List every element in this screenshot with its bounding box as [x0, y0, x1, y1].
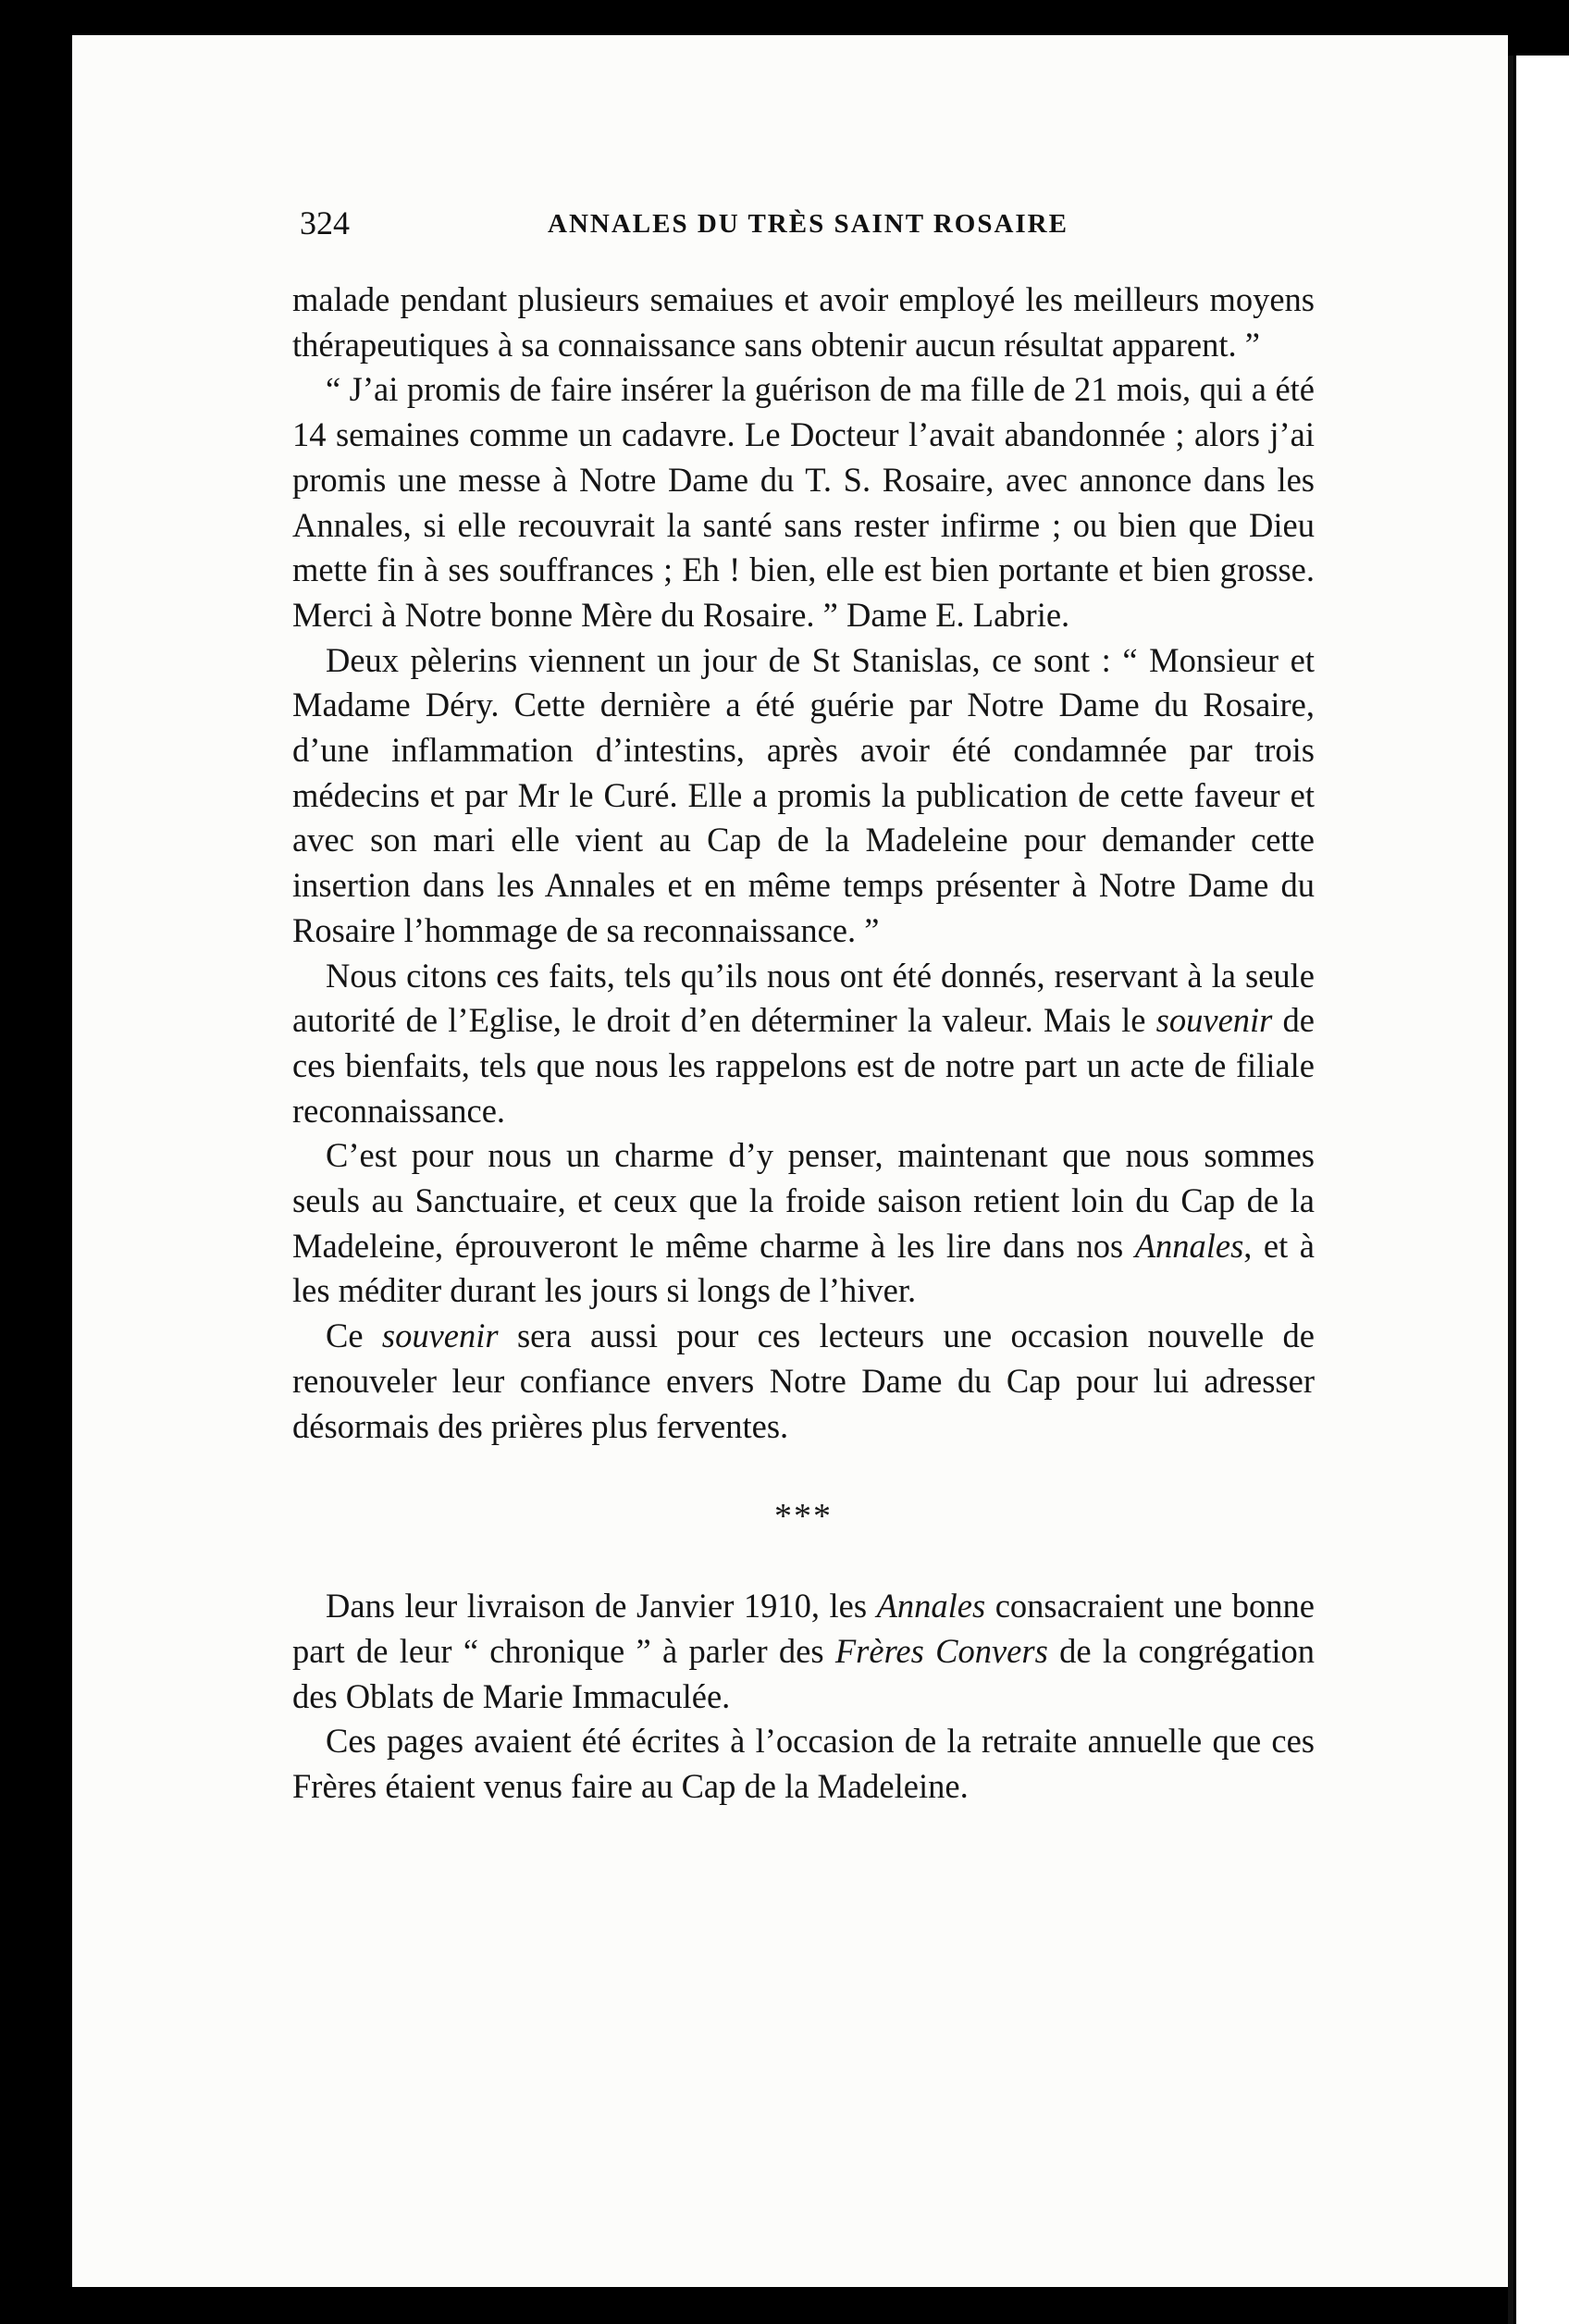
text-run: “ J’ai promis de faire insérer la guérison de ma fille de 21 mois, qui a été 14 semaines comme un cadavre. Le Docteur l’avait abandonnée ; alors j’ai promis une messe à Notre Dame du T. S. Rosaire, avec annonce dans les Annales, si elle recouvrait la santé sans rester infirme ; ou bien que Dieu mette fin à ses souffrances ; Eh ! bien, elle est bien portante et bien grosse. Merci à Notre bonne Mère du Rosaire. ” Dame E. Labrie. [292, 370, 1315, 634]
italic-text: Annales [876, 1587, 986, 1626]
paragraph [292, 367, 1315, 637]
italic-text: Frères Convers [834, 1631, 1048, 1670]
paragraph [292, 638, 1315, 954]
text-run: Deux pèlerins viennent un jour de St Stanislas, ce sont : “ Monsieur et Madame Déry. Cette dernière a été guérie par Notre Dame du Rosaire, d’une inflammation d’intestins, après avoir été condamnée par trois médecins et par Mr le Curé. Elle a promis la publication de cette faveur et avec son mari elle vient au Cap de la Madeleine pour demander cette insertion dans les Annales et en même temps présenter à Notre Dame du Rosaire l’hommage de sa reconnaissance. ” [292, 640, 1315, 949]
text-run: Ce [326, 1317, 382, 1355]
text-run: de la congrégation des Oblats de Marie Immaculée. [292, 1631, 1315, 1715]
page-body [292, 278, 1315, 1810]
paragraph [292, 954, 1315, 1134]
text-block-after-separator [292, 1584, 1315, 1810]
next-page-edge [1513, 56, 1569, 2324]
page-number: 324 [300, 204, 350, 241]
text-run: Nous citons ces faits, tels qu’ils nous ont été donnés, reservant à la seule autorité de l’Eglise, le droit d’en déterminer la valeur. Mais le [292, 956, 1315, 1040]
paragraph [292, 278, 1315, 367]
italic-text: souvenir [381, 1317, 499, 1355]
page-header [300, 204, 1447, 241]
text-run: C’est pour nous un charme d’y penser, maintenant que nous sommes seuls au Sanctuaire, et ceux que la froide saison retient loin du Cap de la Madeleine, éprouveront le même charme à les lire dans nos [292, 1136, 1315, 1265]
text-run: sera aussi pour ces lecteurs une occasion nouvelle de renouveler leur confiance envers Notre Dame du Cap pour lui adresser désormais des prières plus ferventes. [292, 1317, 1316, 1445]
section-separator: *** [774, 1497, 833, 1537]
text-run: consacraient une bonne part de leur “ chronique ” à parler des [292, 1587, 1316, 1670]
italic-text: Annales [1134, 1226, 1244, 1265]
running-title: ANNALES DU TRÈS SAINT ROSAIRE [548, 209, 1069, 239]
paragraph [292, 1584, 1315, 1719]
text-block-before-separator [292, 278, 1315, 1449]
paragraph [292, 1314, 1315, 1449]
italic-text: souvenir [1155, 1001, 1273, 1040]
text-run: , et à les méditer durant les jours si longs de l’hiver. [292, 1226, 1315, 1310]
paragraph [292, 1719, 1315, 1809]
text-run: Ces pages avaient été écrites à l’occasion de la retraite annuelle que ces Frères étaient venus faire au Cap de la Madeleine. [292, 1722, 1315, 1806]
paragraph [292, 1133, 1315, 1314]
text-run: malade pendant plusieurs semaiues et avoir employé les meilleurs moyens thérapeutiques à sa connaissance sans obtenir aucun résultat apparent. ” [292, 280, 1315, 364]
text-run: de ces bienfaits, tels que nous les rappelons est de notre part un acte de filiale reconnaissance. [292, 1001, 1315, 1130]
text-run: Dans leur livraison de Janvier 1910, les [326, 1587, 877, 1626]
